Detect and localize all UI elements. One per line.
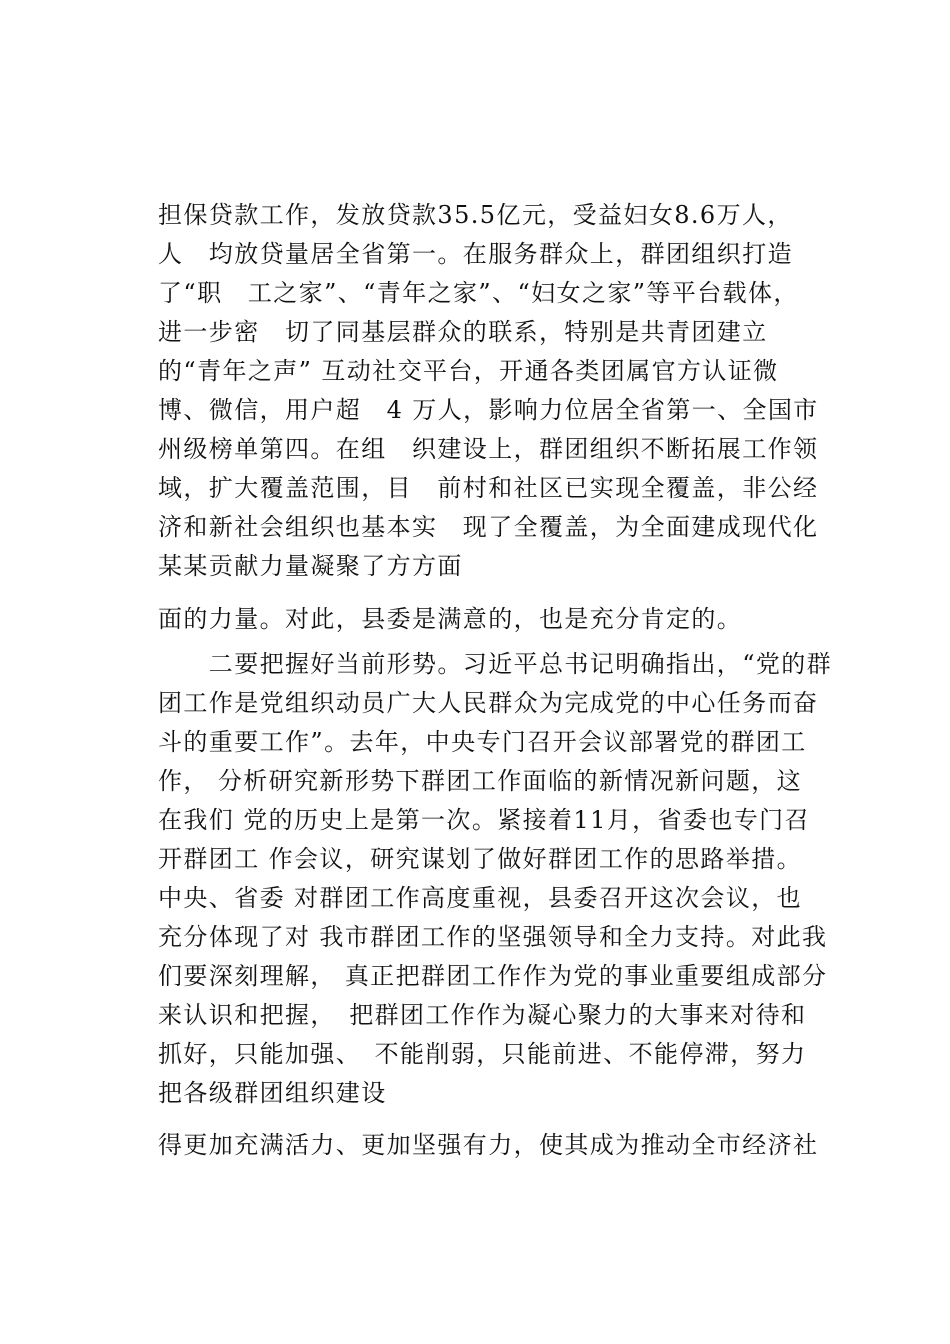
text-line-17: 开群团工 作会议，研究谋划了做好群团工作的思路举措。	[158, 845, 803, 873]
text-line-6: 博、微信，用户超 4 万人，影响力位居全省第一、全国市	[158, 396, 819, 424]
text-line-12: 二要把握好当前形势。习近平总书记明确指出，“党的群	[158, 650, 833, 678]
text-line-20: 们要深刻理解， 真正把群团工作作为党的事业重要组成部分	[158, 962, 828, 990]
text-line-4: 进一步密 切了同基层群众的联系，特别是共青团建立	[158, 318, 768, 346]
text-line-1: 担保贷款工作，发放贷款35.5亿元，受益妇女8.6万人，	[158, 201, 793, 229]
text-line-15: 作， 分析研究新形势下群团工作面临的新情况新问题，这	[158, 767, 803, 795]
text-line-7: 州级榜单第四。在组 织建设上，群团组织不断拓展工作领	[158, 435, 819, 463]
text-line-22: 抓好，只能加强、 不能削弱，只能前进、不能停滞，努力	[158, 1040, 807, 1068]
text-line-14: 斗的重要工作”。去年，中央专门召开会议部署党的群团工	[158, 728, 807, 756]
text-line-19: 充分体现了对 我市群团工作的坚强领导和全力支持。对此我	[158, 923, 828, 951]
text-line-16: 在我们 党的历史上是第一次。紧接着11月，省委也专门召	[158, 806, 810, 834]
text-line-9: 济和新社会组织也基本实 现了全覆盖，为全面建成现代化	[158, 513, 819, 541]
text-line-3: 了“职 工之家”、“青年之家”、“妇女之家”等平台载体，	[158, 279, 799, 307]
text-line-23: 把各级群团组织建设	[158, 1079, 387, 1107]
text-line-8: 域，扩大覆盖范围，目 前村和社区已实现全覆盖，非公经	[158, 474, 819, 502]
text-line-10: 某某贡献力量凝聚了方方面	[158, 552, 463, 580]
text-line-18: 中央、省委 对群团工作高度重视，县委召开这次会议，也	[158, 884, 803, 912]
text-line-24: 得更加充满活力、更加坚强有力，使其成为推动全市经济社	[158, 1131, 819, 1159]
text-line-11: 面的力量。对此，县委是满意的，也是充分肯定的。	[158, 605, 743, 633]
text-line-21: 来认识和把握， 把群团工作作为凝心聚力的大事来对待和	[158, 1001, 807, 1029]
text-line-2: 人 均放贷量居全省第一。在服务群众上，群团组织打造	[158, 240, 793, 268]
text-line-13: 团工作是党组织动员广大人民群众为完成党的中心任务而奋	[158, 689, 819, 717]
text-line-5: 的“青年之声” 互动社交平台，开通各类团属官方认证微	[158, 357, 779, 385]
